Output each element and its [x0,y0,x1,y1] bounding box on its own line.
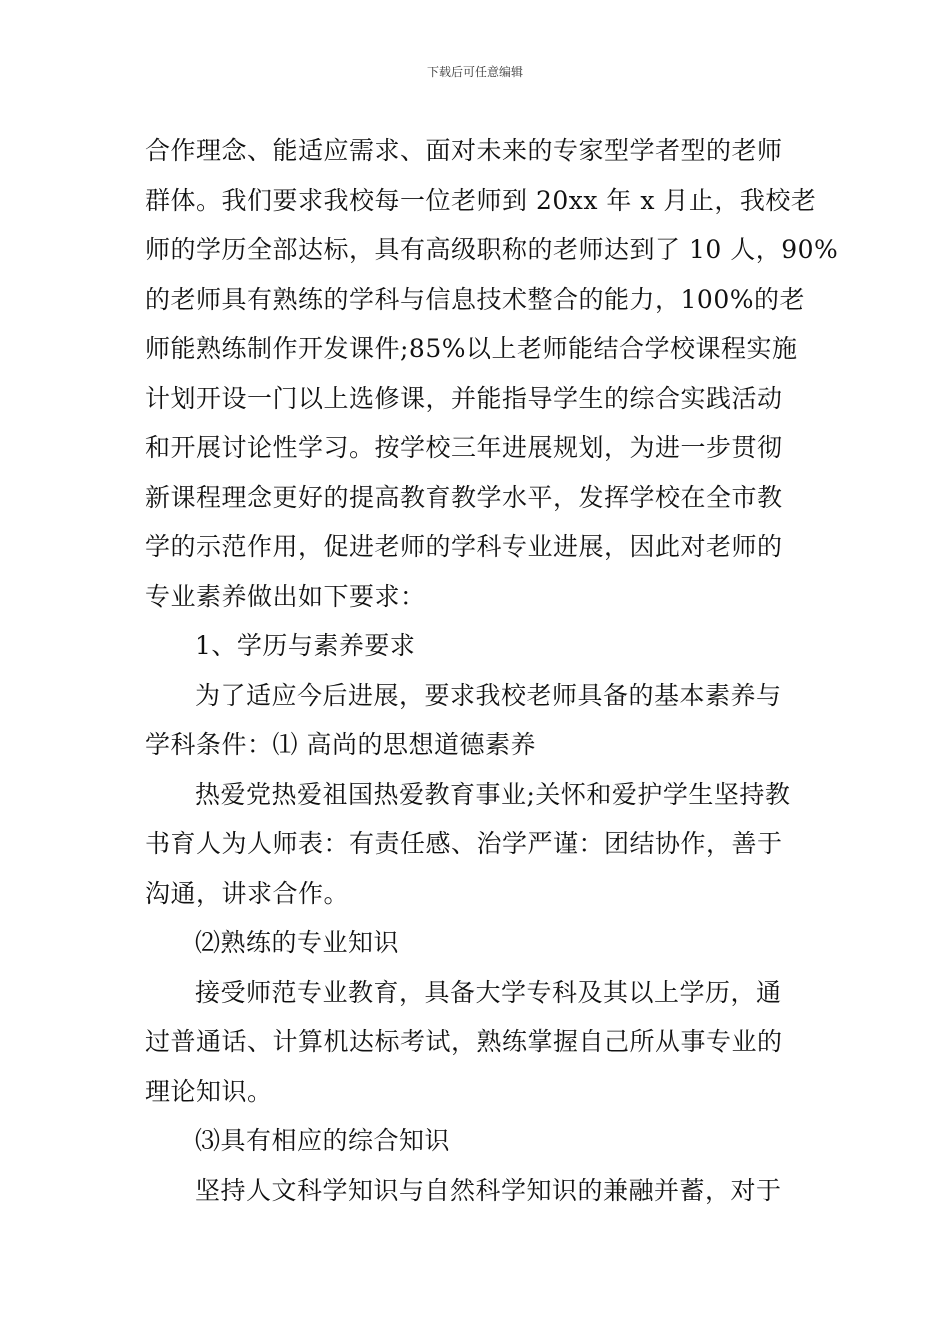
text-line: 坚持人文科学知识与自然科学知识的兼融并蓄，对于 [195,1175,782,1205]
text-line: 的老师具有熟练的学科与信息技术整合的能力，100%的老 [145,284,805,314]
text-line: 计划开设一门以上选修课，并能指导学生的综合实践活动 [145,383,783,413]
section-heading: 1、学历与素养要求 [195,631,416,660]
document-body [145,126,839,1215]
text-line: 书育人为人师表：有责任感、治学严谨：团结协作，善于 [145,829,783,858]
subsection-heading: ⑶具有相应的综合知识 [195,1126,451,1155]
page-header: 下载后可任意编辑 [426,65,523,79]
text-line: 过普通话、计算机达标考试，熟练掌握自己所从事专业的 [145,1027,783,1056]
text-line: 群体。我们要求我校每一位老师到 20xx 年 x 月止，我校老 [145,185,817,215]
text-line: 学科条件：⑴ 高尚的思想道德素养 [145,730,536,759]
text-line: 专业素养做出如下要求： [145,581,426,611]
text-line: 学的示范作用，促进老师的学科专业进展，因此对老师的 [145,532,783,561]
text-line: 师能熟练制作开发课件;85%以上老师能结合学校课程实施 [145,334,798,363]
text-line: 和开展讨论性学习。按学校三年进展规划，为进一步贯彻 [145,433,783,462]
text-line: 理论知识。 [145,1076,273,1106]
text-line: 合作理念、能适应需求、面对未来的专家型学者型的老师 [145,136,783,165]
text-line: 沟通，讲求合作。 [145,878,350,908]
text-line: 为了适应今后进展，要求我校老师具备的基本素养与 [195,680,782,710]
subsection-heading: ⑵熟练的专业知识 [195,928,400,957]
text-line: 新课程理念更好的提高教育教学水平，发挥学校在全市教 [145,482,783,512]
text-line: 接受师范专业教育，具备大学专科及其以上学历，通 [195,977,782,1007]
text-line: 师的学历全部达标，具有高级职称的老师达到了 10 人，90% [145,235,839,264]
text-line: 热爱党热爱祖国热爱教育事业;关怀和爱护学生坚持教 [195,779,791,809]
